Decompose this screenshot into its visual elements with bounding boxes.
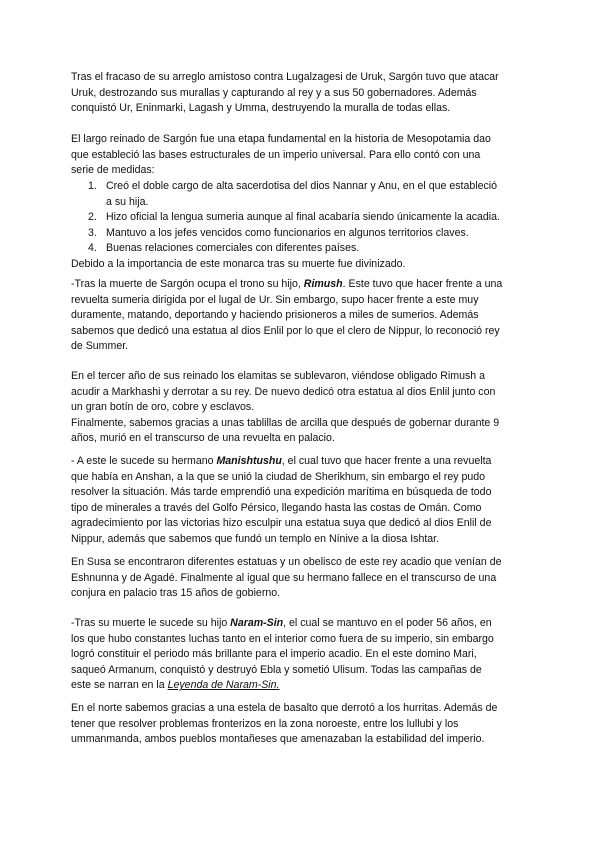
text-line: logró constituir el periodo más brillante para el imperio acadio. En el este domino Mari, [71,648,477,661]
text-line: acudir a Markhashi y derrotar a su rey. De nuevo dedicó otra estatua al dios Enlil junto con [71,385,496,398]
paragraph-susa [71,555,531,602]
paragraph-elamite-revolt [71,369,531,447]
list-number: 1. [88,180,97,192]
paragraph-manishtushu [71,454,531,548]
text-line: Finalmente, sabemos gracias a unas tablillas de arcilla que después de gobernar durante 9 [71,416,500,429]
text-line: un gran botín de oro, cobre y esclavos. [71,401,255,414]
text-line: Nippur, además que sabemos que fundó un templo en Nínive a la diosa Ishtar. [71,532,440,545]
text-line: agradecimiento por las victorias hizo esculpir una estatua suya que dedicó al dios Enlil de [71,517,492,530]
paragraph-sargon-reign [71,132,531,179]
text-line: En Susa se encontraron diferentes estatuas y un obelisco de este rey acadio que venían de [71,556,502,568]
text-line: conjura en palacio tras 15 años de gobierno. [71,587,281,600]
text-line [71,678,531,694]
list-number: 2. [88,211,97,223]
text-line: Tras el fracaso de su arreglo amistoso contra Lugalzagesi de Uruk, Sargón tuvo que atacar [71,71,499,83]
paragraph-divinization [71,257,531,273]
text-line: años, murió en el transcurso de una revuelta en palacio. [71,432,335,445]
text-line [71,454,531,470]
text-run: este se narran en la [71,679,168,692]
paragraph-rimush [71,277,531,355]
text-line: ummanmanda, ambos pueblos montañeses que amenazaban la estabilidad del imperio. [71,733,485,746]
text-line: tipo de minerales a través del Golfo Pérsico, llegando hasta las costas de Omán. Como [71,501,482,514]
list-text [106,226,536,242]
text-line: Creó el doble cargo de alta sacerdotisa del dios Nannar y Anu, en el que estableció [106,180,498,192]
king-name-rimush: Rimush [303,278,343,290]
text-run: -Tras la muerte de Sargón ocupa el trono su hijo, [71,278,304,290]
paragraph-sargon-conquests [71,70,531,117]
paragraph-north-hurrians [71,701,531,748]
text-line: Uruk, destrozando sus murallas y capturando al rey y a sus 50 gobernadores. Además [71,86,477,99]
text-line: Mantuvo a los jefes vencidos como funcionarios en algunos territorios claves. [106,227,469,239]
text-line: En el norte sabemos gracias a una estela de basalto que derrotó a los hurritas. Además de [71,702,498,714]
text-line: El largo reinado de Sargón fue una etapa fundamental en la historia de Mesopotamia dao [71,133,491,145]
text-line: serie de medidas: [71,164,155,177]
text-line: En el tercer año de sus reinado los elamitas se sublevaron, viéndose obligado Rimush a [71,370,485,382]
text-line: saqueó Armanum, conquistó y destruyó Ebla y sometió Ulisum. Todas las campañas de [71,663,482,676]
text-line: los que hubo constantes luchas tanto en el interior como fuera de su imperio, sin embargo [71,632,494,645]
text-line: a su hija. [106,195,149,208]
text-line: Buenas relaciones comerciales con diferentes países. [106,242,360,254]
text-line [71,616,531,632]
text-run: , el cual se mantuvo en el poder 56 años, en [283,617,492,629]
text-line: que estableció las bases estructurales de un imperio universal. Para ello contó con una [71,148,481,161]
text-run: . Este tuvo que hacer frente a una [342,278,503,290]
text-line: sabemos que dedicó una estatua al dios Enlil por lo que el clero de Nippur, lo reconoció rey [71,324,500,337]
list-number: 3. [88,227,97,239]
list-text [106,210,536,226]
text-run: , el cual tuvo que hacer frente a una revuelta [281,455,492,467]
text-line: conquistó Ur, Eninmarki, Lagash y Umma, destruyendo la muralla de todas ellas. [71,102,451,115]
paragraph-naram-sin [71,616,531,694]
text-line: Debido a la importancia de este monarca tras su muerte fue divinizado. [71,258,406,270]
legend-title-link[interactable]: Leyenda de Naram-Sin. [167,679,280,692]
text-line: revuelta sumeria dirigida por el lugal de Ur. Sin embargo, supo hacer frente a este muy [71,293,479,306]
text-run: - A este le sucede su hermano [71,455,217,467]
list-text [106,241,536,257]
text-line: que había en Anshan, a la que se unió la ciudad de Sherikhum, sin embargo el rey pudo [71,470,486,483]
list-text [106,179,536,210]
text-line: tener que resolver problemas fronterizos en la zona noroeste, entre los lullubi y los [71,717,459,730]
text-line: duramente, matando, deportando y haciendo prisioneros a miles de sumerios. Además [71,309,479,322]
text-run: -Tras su muerte le sucede su hijo [71,617,231,629]
king-name-manishtushu: Manishtushu [216,455,282,467]
list-number: 4. [88,242,97,254]
text-line [71,277,531,293]
text-line: Hizo oficial la lengua sumeria aunque al final acabaría siendo únicamente la acadia. [106,211,500,223]
text-line: Eshnunna y de Agadé. Finalmente al igual que su hermano fallece en el transcurso de una [71,571,497,584]
text-line: resolver la situación. Más tarde emprendió una expedición marítima en búsqueda de todo [71,486,492,499]
king-name-naram-sin: Naram-Sin [230,617,284,629]
text-line: de Summer. [71,340,129,353]
